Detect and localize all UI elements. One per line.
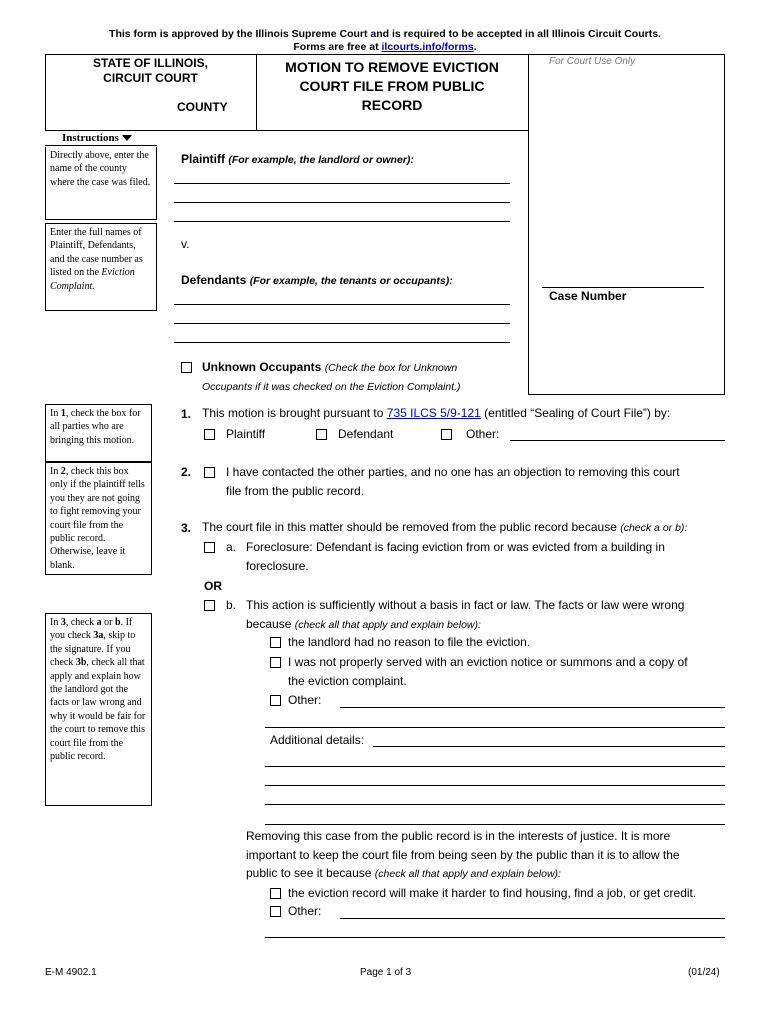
instructions-header[interactable] [62,132,132,144]
additional-details-label: Additional details: [270,733,365,747]
instructions-divider [45,145,157,146]
not-served-line2: the eviction complaint. [288,674,407,688]
t1c: , check the box for all parties who are bringing this motion. [50,408,141,446]
b-hint: (check all that apply and explain below): [294,619,481,631]
section-1-number: 1. [181,407,192,421]
t2c: , check this box only if the plaintiff tells you they are not going to fight removing your court file from the public record. Otherwise, leave it blank. [50,466,145,571]
court-use-label: For Court Use Only [549,56,636,67]
plaintiff-name-line-1[interactable] [174,183,510,184]
instruction-parties-italic: Eviction Complaint. [50,267,135,292]
other-reason-label: Other: [288,693,322,707]
instructions-label: Instructions [62,132,119,144]
defendant-checkbox[interactable] [316,429,327,440]
section-2-number: 2. [181,465,192,479]
forms-link[interactable]: ilcourts.info/forms [381,41,474,53]
defendants-hint: (For example, the tenants or occupants): [249,275,453,287]
unknown-occupants-hint2: Occupants if it was checked on the Eviction Complaint.) [202,381,461,393]
defendant-name-line-1[interactable] [174,304,510,305]
other-reason-field-2[interactable] [265,727,725,728]
additional-details-field-4[interactable] [265,804,725,805]
justice-line1: Removing this case from the public record is in the interests of justice. It is more [246,829,671,843]
state-line: STATE OF ILLINOIS, [93,56,208,70]
county-label: COUNTY [177,100,228,114]
defendant-name-line-3[interactable] [174,342,510,343]
t3k: , check all that apply and explain how the landlord got the facts or law wrong and why it would be fair for the court to remove this court file from the public record. [50,657,146,763]
t3a: In [50,617,61,628]
justice-hint: (check all that apply and explain below): [374,868,561,880]
section-1-text [202,406,670,420]
option-b-label: b. [226,598,237,612]
no-basis-checkbox[interactable] [204,600,215,611]
caption-bottom-border [45,130,529,131]
t3d: a [96,617,102,628]
t1a: In [50,408,61,419]
statute-link[interactable]: 735 ILCS 5/9-121 [386,406,481,420]
defendants-label: Defendants [181,273,247,287]
t3j: 3b [75,657,87,669]
section-2-line1: I have contacted the other parties, and no one has an objection to removing this court [226,465,680,479]
plaintiff-checkbox[interactable] [204,429,215,440]
plaintiff-hint: (For example, the landlord or owner): [228,154,414,166]
or-separator: OR [204,579,222,593]
additional-details-field-2[interactable] [265,766,725,767]
option-a-line1: Foreclosure: Defendant is facing eviction from or was evicted from a building in [246,540,665,554]
t3i: , skip to the signature. If you check [50,630,136,669]
option-b-line2 [246,617,481,631]
section-2-line2: file from the public record. [226,484,365,498]
section-3-number: 3. [181,521,192,535]
justice-because: public to see it because [246,866,372,880]
additional-details-field-1[interactable] [373,746,725,747]
additional-details-field-5[interactable] [265,824,725,825]
court-use-bottom-border [528,394,725,395]
t1b: 1 [60,408,66,419]
page-number: Page 1 of 3 [360,967,412,978]
instruction-parties [45,223,157,311]
approval-notice: This form is approved by the Illinois Supreme Court and is required to be accepted in all Illinois Circuit Courts. [109,28,661,40]
instruction-section-1 [45,404,152,462]
additional-details-field-3[interactable] [265,785,725,786]
title-line-1: MOTION TO REMOVE EVICTION [285,59,499,75]
t3h: 3a [93,630,104,642]
form-title [256,58,528,115]
t3f: b [115,617,121,628]
title-line-3: RECORD [361,97,423,113]
other-reason-checkbox[interactable] [270,695,281,706]
harder-housing-label: the eviction record will make it harder to find housing, find a job, or get credit. [288,886,697,900]
s1-suffix: (entitled “Sealing of Court File”) by: [480,406,671,420]
other-party-label: Other: [466,427,500,441]
t2a: In [50,466,61,477]
not-served-checkbox[interactable] [270,657,281,668]
b-because: because [246,617,292,631]
justice-other-field-2[interactable] [265,937,725,938]
no-reason-checkbox[interactable] [270,637,281,648]
s3-intro-hint: (check a or b): [620,522,688,534]
section-3-intro [202,520,687,534]
option-a-label: a. [226,540,237,554]
justice-other-label: Other: [288,904,322,918]
justice-other-checkbox[interactable] [270,906,281,917]
instruction-parties-text: Enter the full names of Plaintiff, Defendants, and the case number as listed on the [50,227,143,279]
form-id: E-M 4902.1 [45,967,97,978]
title-line-2: COURT FILE FROM PUBLIC [299,78,485,94]
no-reason-label: the landlord had no reason to file the eviction. [288,635,531,649]
option-a-line2: foreclosure. [246,559,309,573]
instruction-county [45,147,157,220]
foreclosure-checkbox[interactable] [204,542,215,553]
caption-top-border [45,54,725,55]
justice-line2: important to keep the court file from being seen by the public than it is to allow the [246,848,680,862]
forms-notice-suffix: . [473,41,477,53]
circuit-line: CIRCUIT COURT [103,71,198,85]
other-reason-field[interactable] [340,707,725,708]
unknown-occupants-label: Unknown Occupants [202,360,322,374]
instruction-section-2 [45,462,152,575]
no-objection-checkbox[interactable] [204,467,215,478]
caret-down-icon [122,135,132,141]
plaintiff-name-line-2[interactable] [174,202,510,203]
t3c: , check [65,617,97,628]
s1-prefix: This motion is brought pursuant to [202,406,387,420]
form-date: (01/24) [688,967,720,978]
justice-other-field[interactable] [340,918,725,919]
case-number-field[interactable] [542,287,704,288]
plaintiff-name-line-3[interactable] [174,221,510,222]
court-use-left-border [528,54,529,394]
not-served-line1: I was not properly served with an eviction notice or summons and a copy of [288,655,688,669]
s3-intro-text: The court file in this matter should be removed from the public record because [202,520,617,534]
other-party-checkbox[interactable] [441,429,452,440]
case-number-label: Case Number [549,289,627,303]
plaintiff-heading [181,152,414,166]
forms-notice-prefix: Forms are free at [293,41,382,53]
unknown-occupants-line1 [202,360,457,374]
plaintiff-label: Plaintiff [181,152,225,166]
t3b: 3 [60,617,66,628]
defendant-name-line-2[interactable] [174,323,510,324]
forms-notice [0,41,770,53]
t3e: or [101,617,116,628]
justice-line3 [246,866,561,880]
instruction-section-3 [45,613,152,806]
other-party-field[interactable] [510,440,725,441]
court-use-right-border [724,54,725,394]
defendant-option-label: Defendant [338,427,394,441]
harder-housing-checkbox[interactable] [270,888,281,899]
unknown-occupants-checkbox[interactable] [181,362,192,373]
state-court-label [45,56,256,86]
defendants-heading [181,273,453,287]
t2b: 2 [60,466,66,477]
unknown-occupants-hint1: (Check the box for Unknown [324,362,458,374]
t3g: . If you check [50,617,133,642]
instruction-county-text: Directly above, enter the name of the county where the case was filed. [50,150,151,188]
option-b-line1: This action is sufficiently without a basis in fact or law. The facts or law were wrong [246,598,685,612]
versus: v. [181,237,190,251]
plaintiff-option-label: Plaintiff [226,427,266,441]
